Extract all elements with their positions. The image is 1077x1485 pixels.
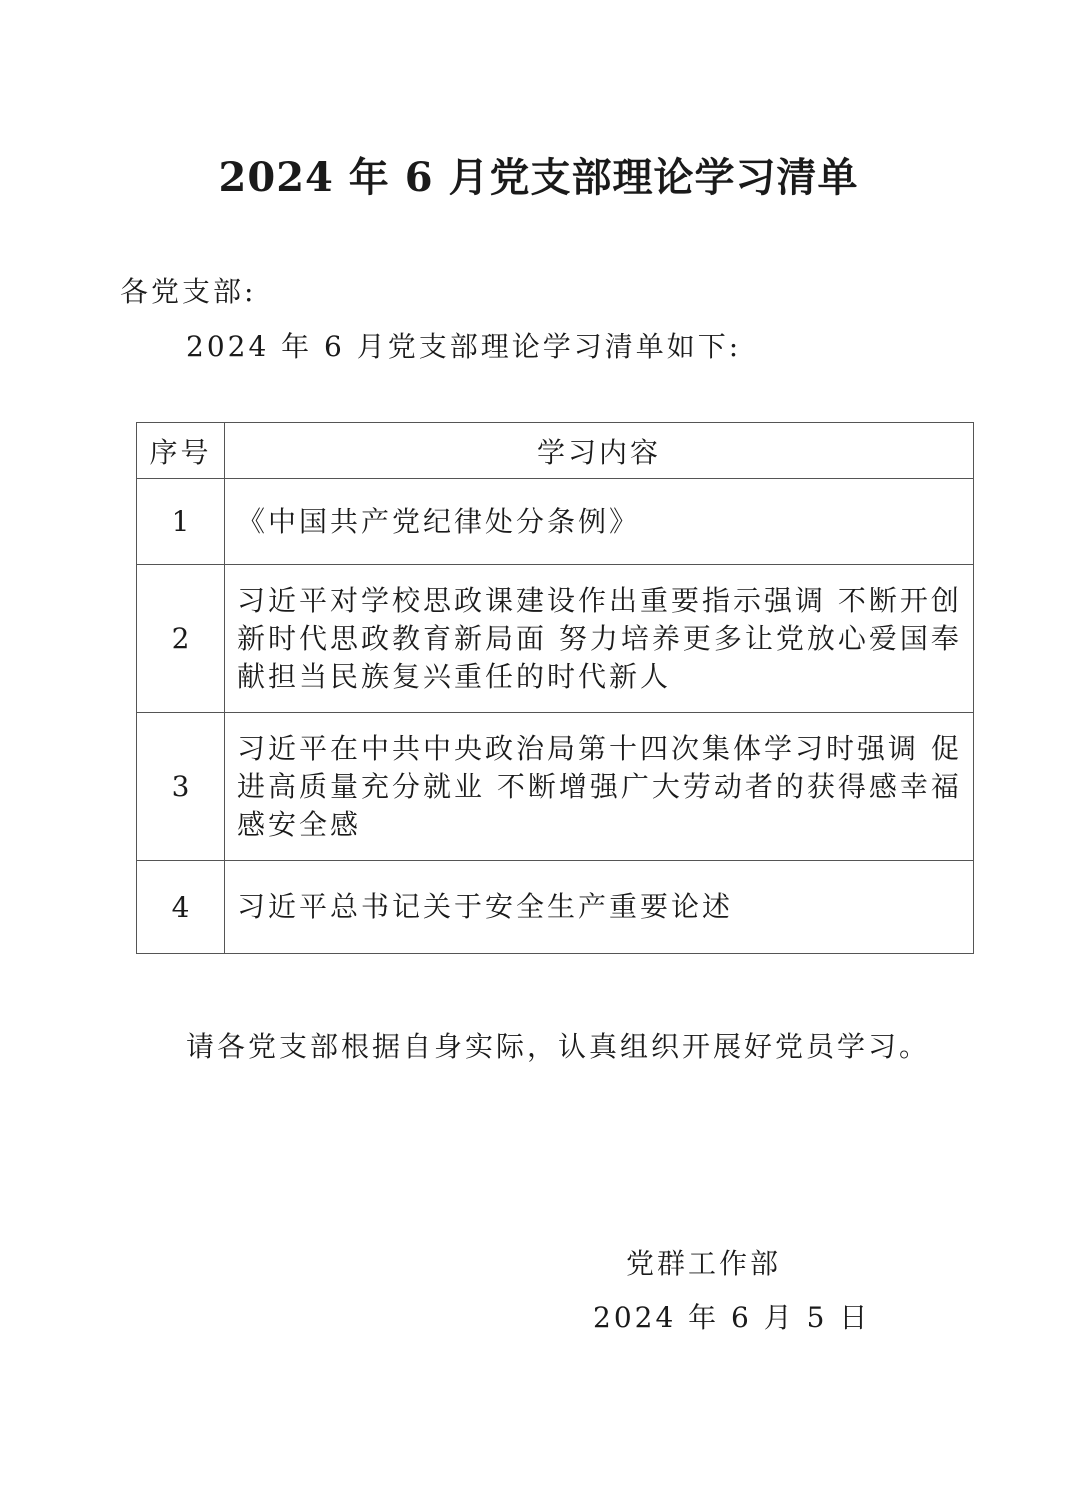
salutation: 各党支部: (120, 275, 257, 308)
header-content: 学习内容 (225, 423, 974, 479)
signature-date: 2024 年 6 月 5 日 (593, 1301, 871, 1334)
table-row (137, 713, 974, 861)
study-list-table (136, 422, 974, 954)
table-row (137, 565, 974, 713)
signature-department: 党群工作部 (626, 1247, 782, 1280)
row-content: 习近平对学校思政课建设作出重要指示强调 不断开创新时代思政教育新局面 努力培养更多让党放心爱国奉献担当民族复兴重任的时代新人 (225, 565, 974, 713)
table-row (137, 479, 974, 565)
row-number: 4 (137, 861, 225, 954)
row-number: 1 (137, 479, 225, 565)
row-content: 习近平总书记关于安全生产重要论述 (225, 861, 974, 954)
document-title: 2024 年 6 月党支部理论学习清单 (218, 154, 859, 201)
table-header-row (137, 423, 974, 479)
table-row (137, 861, 974, 954)
row-number: 2 (137, 565, 225, 713)
row-content: 《中国共产党纪律处分条例》 (225, 479, 974, 565)
row-content: 习近平在中共中央政治局第十四次集体学习时强调 促进高质量充分就业 不断增强广大劳动者的获得感幸福感安全感 (225, 713, 974, 861)
row-number: 3 (137, 713, 225, 861)
header-number: 序号 (137, 423, 225, 479)
closing-paragraph: 请各党支部根据自身实际，认真组织开展好党员学习。 (186, 1030, 931, 1063)
intro-paragraph: 2024 年 6 月党支部理论学习清单如下: (186, 330, 742, 363)
